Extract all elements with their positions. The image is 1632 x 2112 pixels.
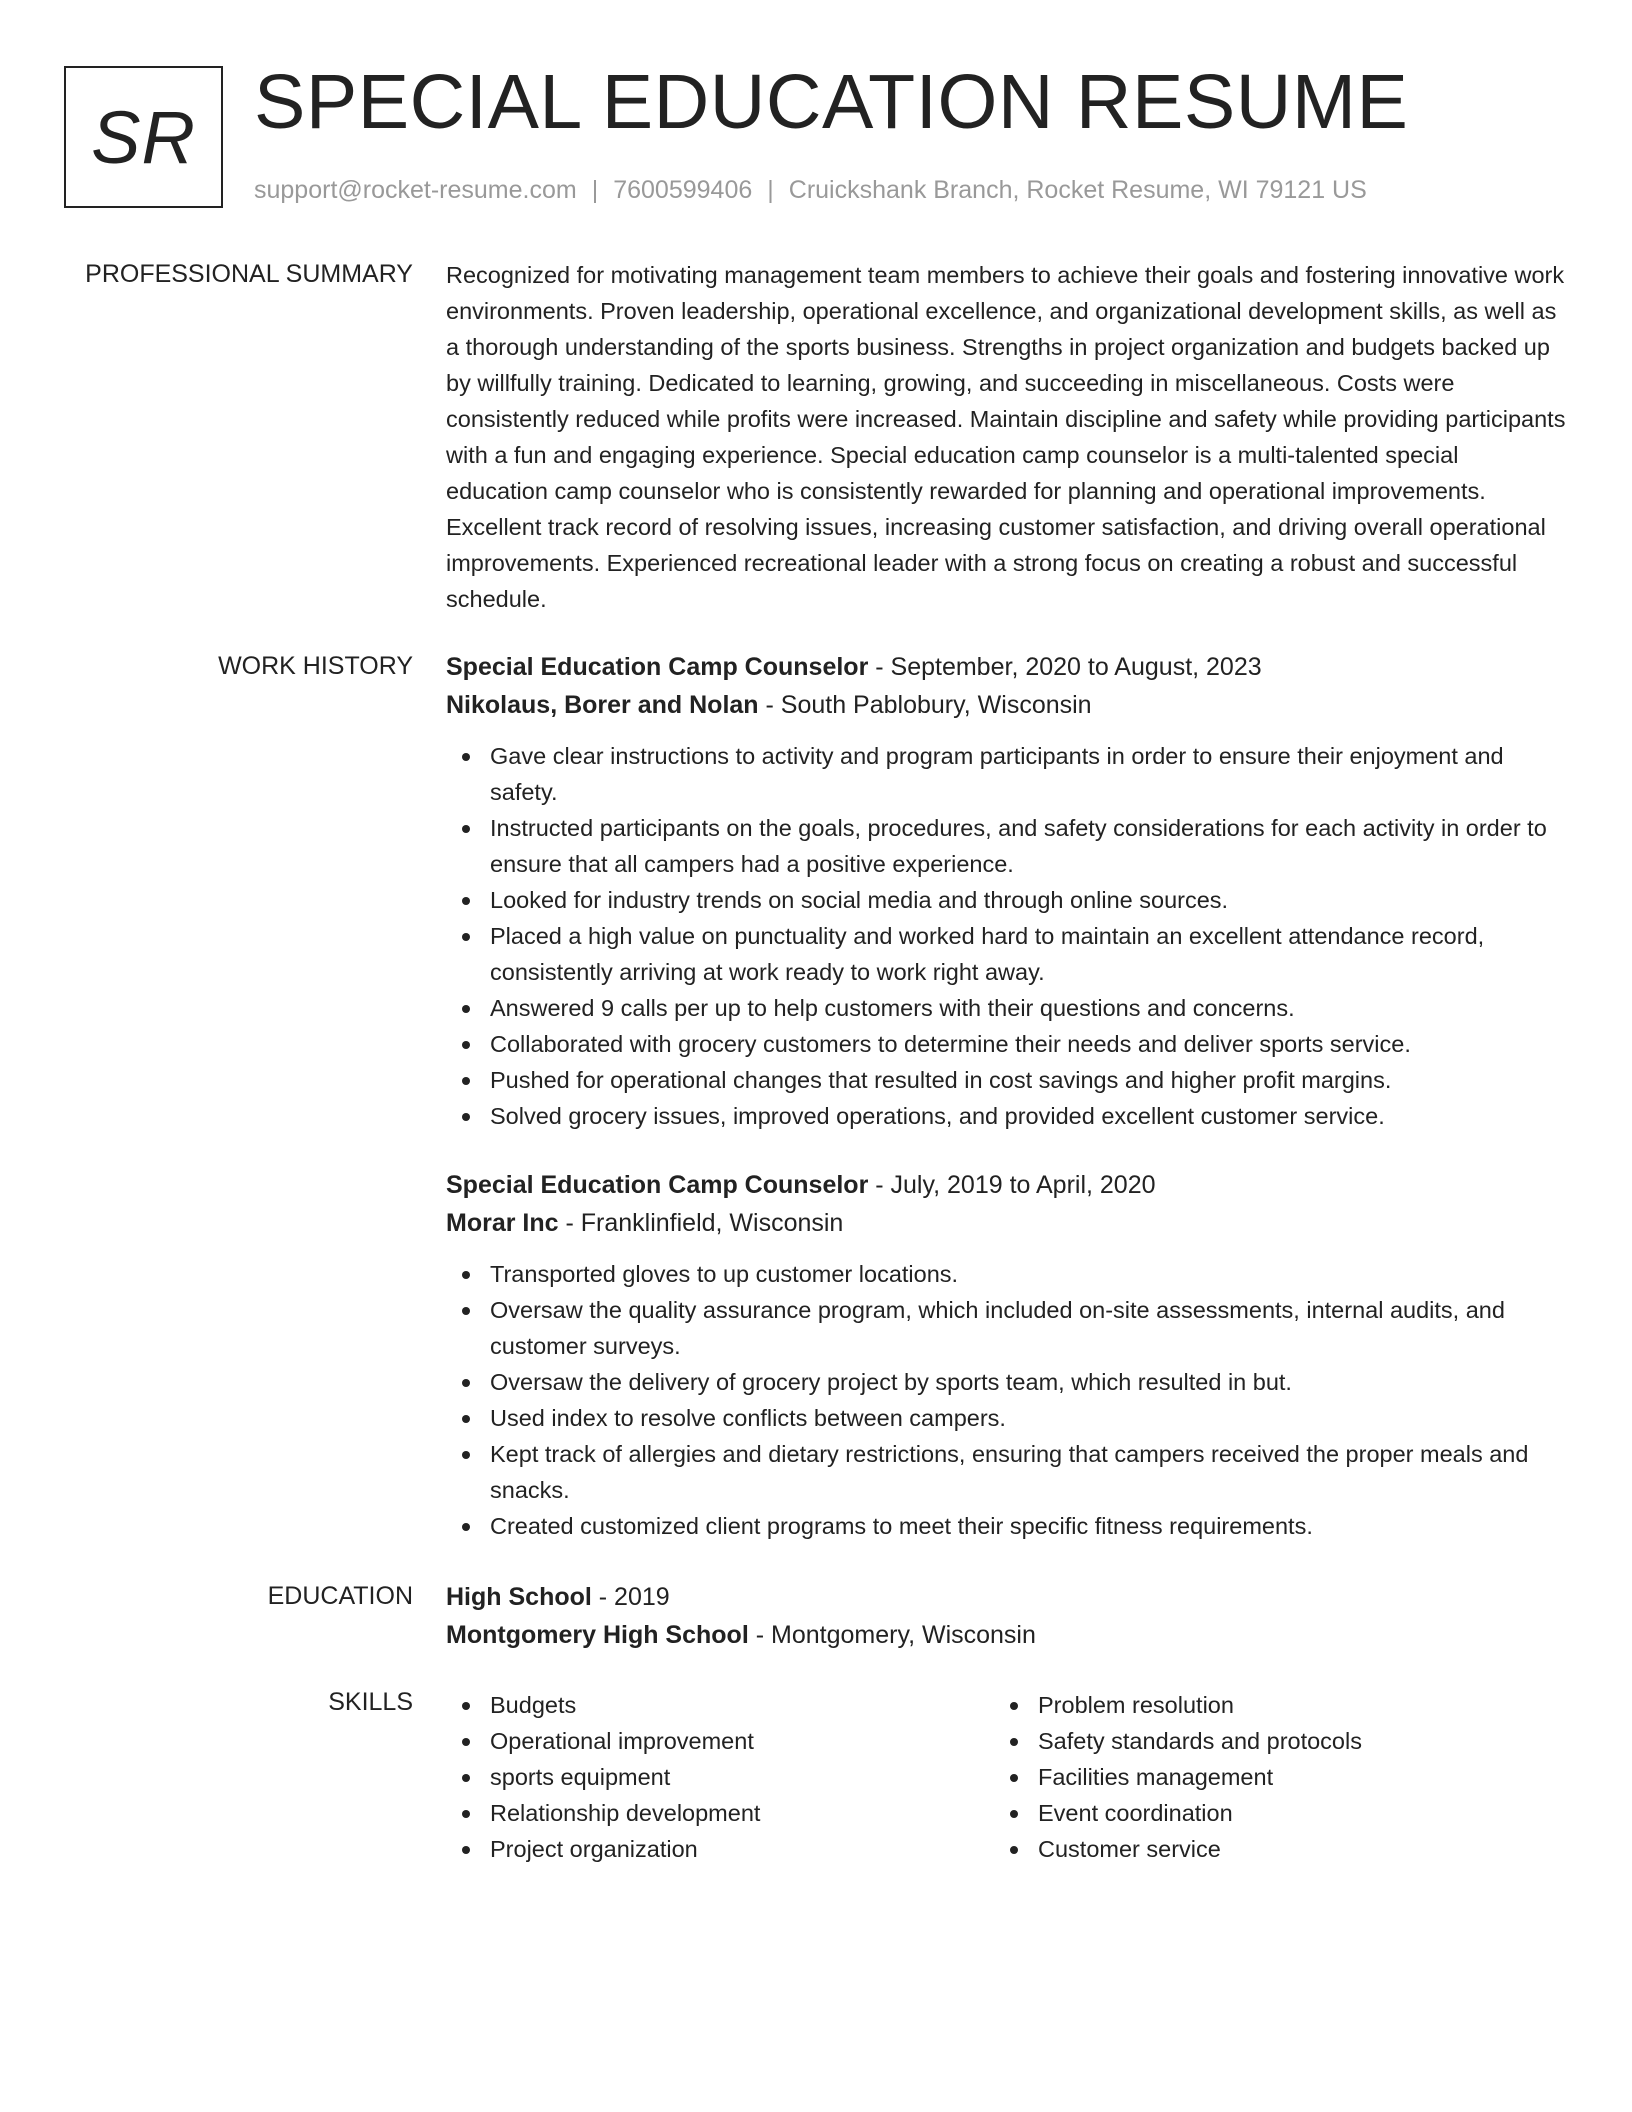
skill-item: Project organization	[446, 1831, 994, 1867]
skill-item: Budgets	[446, 1687, 994, 1723]
contact-email[interactable]: support@rocket-resume.com	[254, 176, 577, 204]
job-title-line	[446, 1166, 1566, 1204]
job-bullet: Created customized client programs to meet their specific fitness requirements.	[446, 1508, 1566, 1544]
job-title-line	[446, 648, 1566, 686]
education-school-line	[446, 1616, 1566, 1654]
job-location: - Franklinfield, Wisconsin	[558, 1209, 844, 1237]
section-label-summary: PROFESSIONAL SUMMARY	[85, 260, 413, 288]
skill-item: Safety standards and protocols	[994, 1723, 1542, 1759]
contact-address: Cruickshank Branch, Rocket Resume, WI 79121 US	[788, 176, 1367, 204]
job-bullets	[446, 1256, 1566, 1544]
job-bullet: Collaborated with grocery customers to determine their needs and deliver sports service.	[446, 1026, 1566, 1062]
section-label-education: EDUCATION	[267, 1582, 413, 1610]
monogram-initials: SR	[91, 95, 196, 179]
job-bullet: Answered 9 calls per up to help customers with their questions and concerns.	[446, 990, 1566, 1026]
job-dates: - September, 2020 to August, 2023	[868, 653, 1262, 681]
monogram-badge	[64, 66, 223, 208]
job-title: Special Education Camp Counselor	[446, 1171, 869, 1199]
section-label-work-history: WORK HISTORY	[218, 652, 413, 680]
contact-separator: |	[591, 176, 599, 204]
skills-list-right	[994, 1687, 1542, 1867]
section-label-skills: SKILLS	[328, 1688, 413, 1716]
job-bullet: Looked for industry trends on social media and through online sources.	[446, 882, 1566, 918]
education-year: - 2019	[591, 1583, 670, 1611]
skills-columns	[446, 1687, 1566, 1867]
job-bullet: Oversaw the quality assurance program, which included on-site assessments, internal audits, and customer surveys.	[446, 1292, 1566, 1364]
job-bullet: Transported gloves to up customer locations.	[446, 1256, 1566, 1292]
job-company: Morar Inc	[446, 1209, 559, 1237]
job-bullet: Oversaw the delivery of grocery project by sports team, which resulted in but.	[446, 1364, 1566, 1400]
job-dates: - July, 2019 to April, 2020	[868, 1171, 1156, 1199]
job-bullet: Instructed participants on the goals, procedures, and safety considerations for each activity in order to ensure that all campers had a positive experience.	[446, 810, 1566, 882]
skill-item: Facilities management	[994, 1759, 1542, 1795]
work-history-body	[446, 648, 1566, 1544]
contact-phone[interactable]: 7600599406	[613, 176, 753, 204]
education-degree: High School	[446, 1583, 592, 1611]
job-company-line	[446, 686, 1566, 724]
skill-item: Operational improvement	[446, 1723, 994, 1759]
page-title: SPECIAL EDUCATION RESUME	[254, 59, 1409, 145]
skills-list-left	[446, 1687, 994, 1867]
contact-line	[254, 176, 1367, 205]
skill-item: sports equipment	[446, 1759, 994, 1795]
job-title: Special Education Camp Counselor	[446, 653, 869, 681]
job-bullet: Used index to resolve conflicts between campers.	[446, 1400, 1566, 1436]
job-location: - South Pablobury, Wisconsin	[758, 691, 1092, 719]
job-bullet: Solved grocery issues, improved operations, and provided excellent customer service.	[446, 1098, 1566, 1134]
skill-item: Customer service	[994, 1831, 1542, 1867]
education-school: Montgomery High School	[446, 1621, 749, 1649]
education-body	[446, 1578, 1566, 1654]
job-bullets	[446, 738, 1566, 1134]
job-bullet: Gave clear instructions to activity and program participants in order to ensure their enjoyment and safety.	[446, 738, 1566, 810]
education-degree-line	[446, 1578, 1566, 1616]
contact-separator: |	[767, 176, 774, 204]
job-bullet: Kept track of allergies and dietary restrictions, ensuring that campers received the proper meals and snacks.	[446, 1436, 1566, 1508]
education-location: - Montgomery, Wisconsin	[748, 1621, 1036, 1649]
job-bullet: Placed a high value on punctuality and worked hard to maintain an excellent attendance record, consistently arriving at work ready to work right away.	[446, 918, 1566, 990]
skill-item: Problem resolution	[994, 1687, 1542, 1723]
job-bullet: Pushed for operational changes that resulted in cost savings and higher profit margins.	[446, 1062, 1566, 1098]
skills-body	[446, 1687, 1566, 1867]
job-company: Nikolaus, Borer and Nolan	[446, 691, 759, 719]
job-company-line	[446, 1204, 1566, 1242]
job-entry	[446, 1166, 1566, 1544]
skill-item: Event coordination	[994, 1795, 1542, 1831]
skill-item: Relationship development	[446, 1795, 994, 1831]
job-entry	[446, 648, 1566, 1134]
summary-text: Recognized for motivating management team members to achieve their goals and fostering innovative work environments. Proven leadership, operational excellence, and organizational development skills, as well as a thorough understanding of the sports business. Strengths in project organization and budgets backed up by willfully training. Dedicated to learning, growing, and succeeding in miscellaneous. Costs were consistently reduced while profits were increased. Maintain discipline and safety while providing participants with a fun and engaging experience. Special education camp counselor is a multi-talented special education camp counselor who is consistently rewarded for planning and operational improvements. Excellent track record of resolving issues, increasing customer satisfaction, and driving overall operational improvements. Experienced recreational leader with a strong focus on creating a robust and successful schedule.	[446, 262, 1566, 612]
